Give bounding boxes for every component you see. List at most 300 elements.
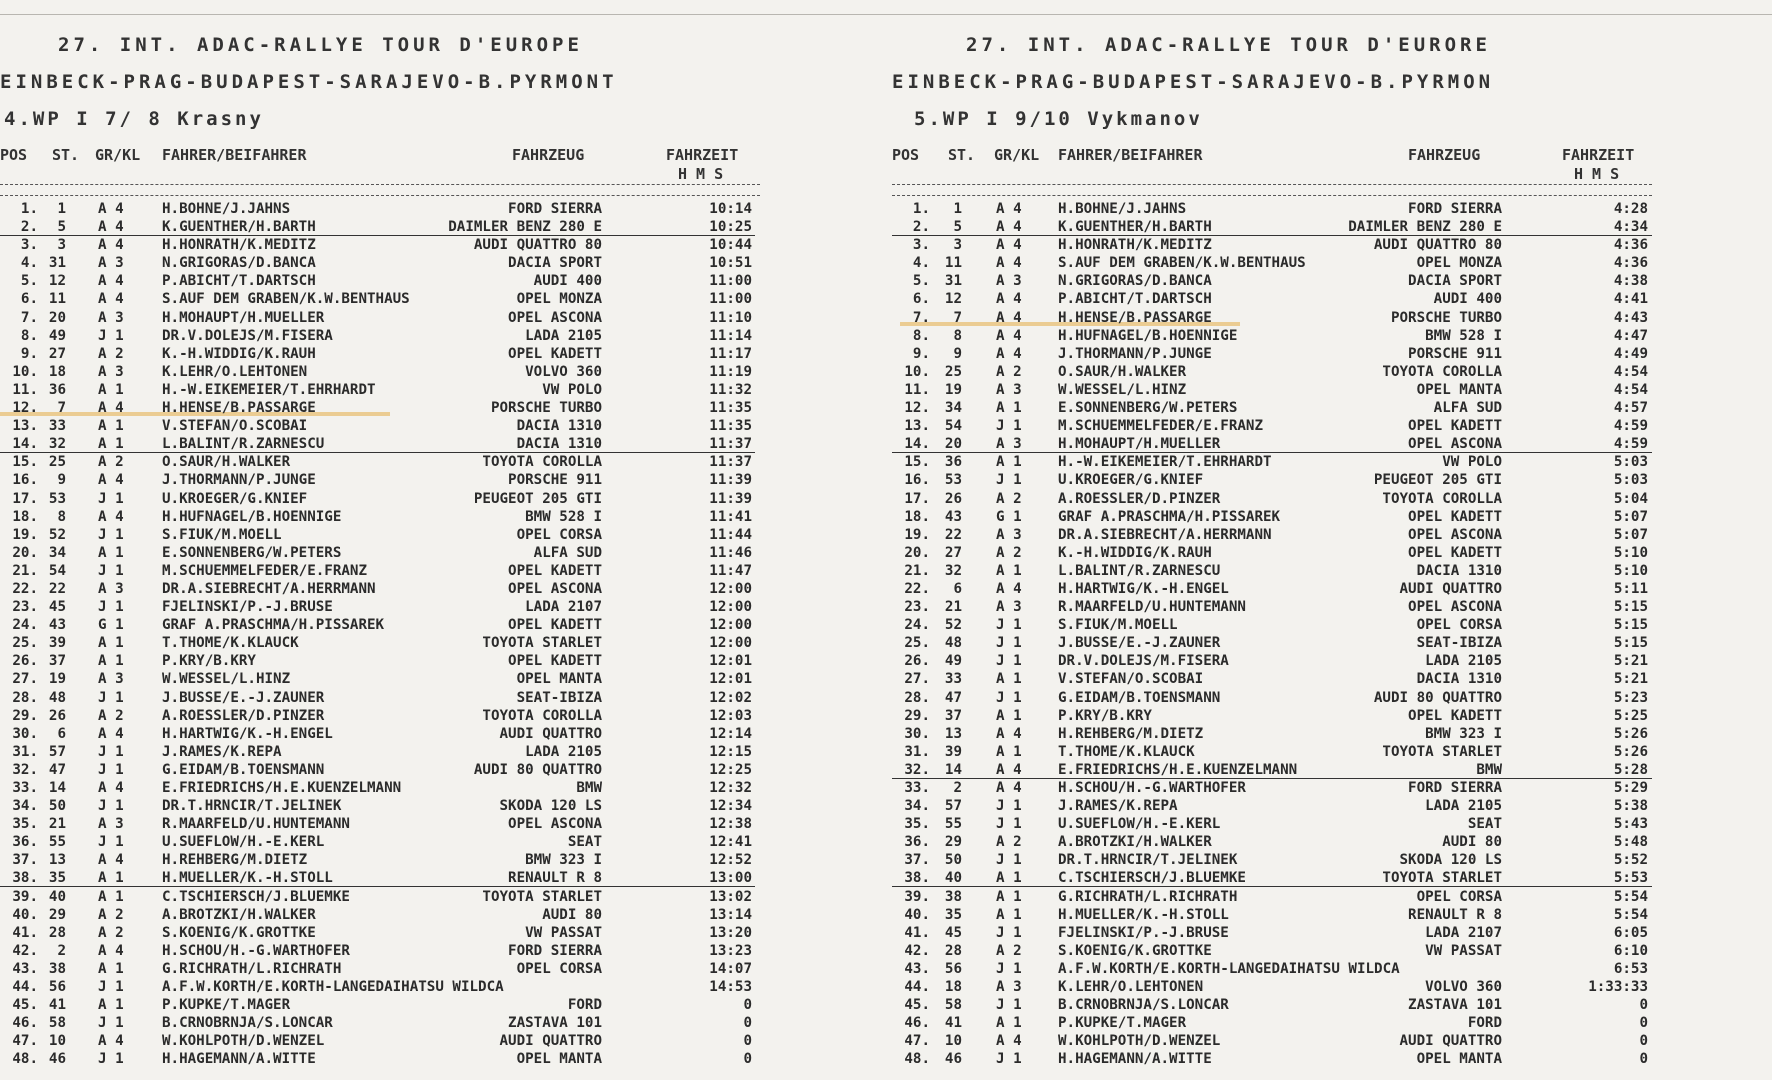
group-class-cell: J 1: [996, 960, 1022, 977]
driver-cell: N.GRIGORAS/D.BANCA: [162, 255, 316, 272]
position-cell: 35.: [12, 816, 38, 833]
driver-cell: A.ROESSLER/D.PINZER: [162, 707, 325, 724]
group-class-cell: A 3: [98, 255, 124, 272]
table-row: [0, 924, 880, 942]
table-row: [892, 363, 1772, 381]
table-row: [892, 634, 1772, 652]
position-cell: 25.: [904, 635, 930, 652]
table-row: [0, 1032, 880, 1050]
start-number-cell: 27: [944, 544, 962, 561]
table-row: [0, 490, 880, 508]
stage-heading: 4.WP I 7/ 8 Krasny: [4, 108, 264, 130]
position-cell: 2.: [20, 219, 38, 236]
driver-cell: R.MAARFELD/U.HUNTEMANN: [1058, 599, 1246, 616]
driver-cell: H.HARTWIG/K.-H.ENGEL: [162, 725, 333, 742]
table-row: [892, 327, 1772, 345]
start-number-cell: 36: [944, 454, 962, 471]
vehicle-cell: PORSCHE 911: [1408, 345, 1502, 362]
table-row: [0, 309, 880, 327]
start-number-cell: 52: [48, 526, 66, 543]
start-number-cell: 29: [48, 906, 66, 923]
group-class-cell: A 4: [996, 780, 1022, 796]
group-class-cell: J 1: [996, 689, 1022, 706]
position-cell: 33.: [904, 780, 930, 796]
time-cell: 12:00: [709, 580, 752, 597]
table-row: [892, 562, 1772, 580]
driver-cell: H.SCHOU/H.-G.WARTHOFER: [162, 942, 350, 959]
group-class-cell: A 3: [98, 816, 124, 833]
group-class-cell: A 1: [98, 997, 124, 1014]
group-class-cell: A 4: [996, 580, 1022, 597]
position-cell: 30.: [12, 725, 38, 742]
vehicle-cell: AUDI QUATTRO: [499, 725, 602, 742]
time-cell: 5:54: [1613, 906, 1648, 923]
start-number-cell: 38: [48, 960, 66, 977]
driver-cell: G.RICHRATH/L.RICHRATH: [162, 960, 342, 977]
driver-cell: K.LEHR/O.LEHTONEN: [162, 363, 308, 380]
start-number-cell: 21: [48, 816, 66, 833]
driver-cell: DR.A.SIEBRECHT/A.HERRMANN: [1058, 526, 1272, 543]
driver-cell: U.KROEGER/G.KNIEF: [1058, 472, 1204, 489]
table-row: [892, 508, 1772, 526]
driver-cell: H.HARTWIG/K.-H.ENGEL: [1058, 580, 1229, 597]
time-cell: 5:26: [1613, 725, 1648, 742]
vehicle-cell: TOYOTA COROLLA: [1382, 490, 1502, 507]
group-class-cell: A 1: [996, 743, 1022, 760]
position-cell: 43.: [12, 960, 38, 977]
table-row: [892, 1014, 1772, 1032]
group-class-cell: A 1: [996, 888, 1022, 905]
driver-cell: K.-H.WIDDIG/K.RAUH: [1058, 544, 1212, 561]
position-cell: 2.: [912, 219, 930, 236]
driver-cell: H.HONRATH/K.MEDITZ: [162, 237, 316, 254]
table-row: [892, 725, 1772, 743]
vehicle-cell: FORD SIERRA: [508, 201, 602, 217]
driver-cell: S.AUF DEM GRABEN/K.W.BENTHAUS: [1058, 255, 1306, 272]
vehicle-cell: OPEL CORSA: [1416, 888, 1502, 905]
group-class-cell: A 4: [98, 472, 124, 489]
driver-cell: C.TSCHIERSCH/J.BLUEMKE: [162, 888, 350, 905]
vehicle-cell: AUDI QUATTRO: [1399, 580, 1502, 597]
table-row: [0, 544, 880, 562]
vehicle-cell: BMW 528 I: [1425, 327, 1502, 344]
group-class-cell: A 3: [996, 599, 1022, 616]
time-cell: 11:14: [709, 327, 752, 344]
vehicle-cell: VW PASSAT: [1425, 942, 1502, 959]
driver-cell: U.SUEFLOW/H.-E.KERL: [1058, 816, 1221, 833]
start-number-cell: 19: [944, 381, 962, 398]
table-row: [0, 869, 880, 887]
position-cell: 31.: [904, 743, 930, 760]
driver-cell: H.HAGEMANN/A.WITTE: [162, 1051, 316, 1068]
driver-cell: E.SONNENBERG/W.PETERS: [162, 544, 342, 561]
position-cell: 42.: [12, 942, 38, 959]
group-class-cell: A 2: [98, 345, 124, 362]
start-number-cell: 35: [944, 906, 962, 923]
vehicle-cell: VW PASSAT: [525, 924, 602, 941]
group-class-cell: A 1: [98, 870, 124, 887]
vehicle-cell: TOYOTA COROLLA: [482, 454, 602, 471]
time-cell: 4:54: [1613, 381, 1648, 398]
col-header-grkl: GR/KL: [95, 146, 141, 164]
position-cell: 20.: [904, 544, 930, 561]
time-cell: 10:44: [709, 237, 752, 254]
start-number-cell: 26: [944, 490, 962, 507]
time-cell: 5:38: [1613, 798, 1648, 815]
table-row: [0, 779, 880, 797]
table-row: [892, 490, 1772, 508]
position-cell: 30.: [904, 725, 930, 742]
table-row: [0, 562, 880, 580]
vehicle-cell: SEAT: [1467, 816, 1502, 833]
position-cell: 9.: [912, 345, 930, 362]
position-cell: 1.: [20, 201, 38, 217]
vehicle-cell: VOLVO 360: [525, 363, 602, 380]
driver-cell: S.FIUK/M.MOELL: [162, 526, 282, 543]
vehicle-cell: FORD: [1467, 1015, 1502, 1032]
driver-cell: O.SAUR/H.WALKER: [1058, 363, 1187, 380]
start-number-cell: 1: [57, 201, 66, 217]
table-row: [892, 797, 1772, 815]
group-class-cell: A 4: [996, 237, 1022, 254]
driver-cell: H.MUELLER/K.-H.STOLL: [162, 870, 333, 887]
group-class-cell: G 1: [98, 617, 124, 634]
group-class-cell: J 1: [996, 472, 1022, 489]
driver-cell: H.-W.EIKEMEIER/T.EHRHARDT: [1058, 454, 1272, 471]
driver-cell: G.RICHRATH/L.RICHRATH: [1058, 888, 1238, 905]
start-number-cell: 48: [48, 689, 66, 706]
group-class-cell: A 4: [98, 852, 124, 869]
start-number-cell: 45: [48, 599, 66, 616]
driver-cell: E.FRIEDRICHS/H.E.KUENZELMANN: [1058, 761, 1298, 778]
group-class-cell: A 4: [98, 237, 124, 254]
group-class-cell: A 2: [996, 544, 1022, 561]
vehicle-cell: OPEL MANTA: [1416, 1051, 1502, 1068]
time-cell: 5:26: [1613, 743, 1648, 760]
table-row: [892, 906, 1772, 924]
table-row: [0, 381, 880, 399]
driver-cell: U.KROEGER/G.KNIEF: [162, 490, 308, 507]
time-cell: 4:59: [1613, 436, 1648, 453]
start-number-cell: 31: [944, 273, 962, 290]
start-number-cell: 22: [48, 580, 66, 597]
table-row: [892, 670, 1772, 688]
time-cell: 12:14: [709, 725, 752, 742]
driver-cell: J.RAMES/K.REPA: [162, 743, 282, 760]
vehicle-cell: AUDI 400: [1433, 291, 1502, 308]
driver-cell: T.THOME/K.KLAUCK: [162, 635, 299, 652]
group-class-cell: A 4: [98, 201, 124, 217]
table-row: [0, 689, 880, 707]
start-number-cell: 18: [48, 363, 66, 380]
start-number-cell: 13: [48, 852, 66, 869]
table-row: [0, 906, 880, 924]
vehicle-cell: OPEL ASCONA: [1408, 526, 1502, 543]
group-class-cell: A 4: [98, 1033, 124, 1050]
group-class-cell: J 1: [98, 743, 124, 760]
driver-cell: K.GUENTHER/H.BARTH: [1058, 219, 1212, 236]
start-number-cell: 27: [48, 345, 66, 362]
table-row: [0, 670, 880, 688]
driver-cell: FJELINSKI/P.-J.BRUSE: [1058, 924, 1229, 941]
start-number-cell: 55: [48, 834, 66, 851]
time-cell: 5:48: [1613, 834, 1648, 851]
table-row: [892, 218, 1772, 236]
group-class-cell: A 1: [98, 544, 124, 561]
group-class-cell: J 1: [996, 997, 1022, 1014]
vehicle-cell: SKODA 120 LS: [499, 798, 602, 815]
vehicle-cell: FORD SIERRA: [508, 942, 602, 959]
position-cell: 14.: [12, 436, 38, 453]
table-row: [892, 272, 1772, 290]
driver-cell: A.BROTZKI/H.WALKER: [162, 906, 316, 923]
driver-cell: H.HAGEMANN/A.WITTE: [1058, 1051, 1212, 1068]
start-number-cell: 29: [944, 834, 962, 851]
group-class-cell: A 4: [996, 291, 1022, 308]
position-cell: 29.: [12, 707, 38, 724]
table-row: [0, 725, 880, 743]
group-class-cell: J 1: [98, 979, 124, 996]
time-cell: 12:15: [709, 743, 752, 760]
vehicle-cell: AUDI 400: [533, 273, 602, 290]
vehicle-cell: OPEL KADETT: [508, 562, 602, 579]
table-row: [892, 761, 1772, 779]
position-cell: 15.: [12, 454, 38, 471]
driver-cell: N.GRIGORAS/D.BANCA: [1058, 273, 1212, 290]
group-class-cell: J 1: [98, 761, 124, 778]
time-cell: 11:37: [709, 436, 752, 453]
vehicle-cell: LADA 2107: [525, 599, 602, 616]
start-number-cell: 53: [944, 472, 962, 489]
col-header-car: FAHRZEUG: [512, 146, 585, 164]
vehicle-cell: RENAULT R 8: [1408, 906, 1502, 923]
driver-cell: C.TSCHIERSCH/J.BLUEMKE: [1058, 870, 1246, 887]
time-cell: 12:00: [709, 599, 752, 616]
position-cell: 47.: [904, 1033, 930, 1050]
start-number-cell: 20: [48, 309, 66, 326]
vehicle-cell: TOYOTA STARLET: [482, 635, 602, 652]
results-table: [0, 200, 880, 1069]
position-cell: 6.: [912, 291, 930, 308]
time-cell: 5:28: [1613, 761, 1648, 778]
position-cell: 11.: [904, 381, 930, 398]
start-number-cell: 10: [48, 1033, 66, 1050]
time-cell: 0: [743, 997, 752, 1014]
time-cell: 5:29: [1613, 780, 1648, 796]
table-row: [0, 453, 880, 471]
table-row: [892, 779, 1772, 797]
driver-cell: M.SCHUEMMELFEDER/E.FRANZ: [1058, 418, 1263, 435]
driver-cell: P.KUPKE/T.MAGER: [162, 997, 291, 1014]
time-cell: 10:51: [709, 255, 752, 272]
results-table: [892, 200, 1772, 1069]
table-row: [0, 272, 880, 290]
time-cell: 12:00: [709, 635, 752, 652]
group-class-cell: J 1: [996, 798, 1022, 815]
start-number-cell: 19: [48, 671, 66, 688]
position-cell: 37.: [12, 852, 38, 869]
start-number-cell: 53: [48, 490, 66, 507]
group-class-cell: J 1: [996, 852, 1022, 869]
time-cell: 11:35: [709, 418, 752, 435]
start-number-cell: 32: [944, 562, 962, 579]
start-number-cell: 32: [48, 436, 66, 453]
driver-cell: J.RAMES/K.REPA: [1058, 798, 1178, 815]
time-cell: 5:10: [1613, 544, 1648, 561]
driver-cell: W.KOHLPOTH/D.WENZEL: [162, 1033, 325, 1050]
stage-heading: 5.WP I 9/10 Vykmanov: [914, 108, 1203, 130]
start-number-cell: 38: [944, 888, 962, 905]
position-cell: 41.: [904, 924, 930, 941]
vehicle-cell: TOYOTA STARLET: [482, 888, 602, 905]
vehicle-cell: DACIA SPORT: [508, 255, 602, 272]
start-number-cell: 33: [48, 418, 66, 435]
table-row: [892, 236, 1772, 254]
col-header-car: FAHRZEUG: [1408, 146, 1481, 164]
driver-cell: A.ROESSLER/D.PINZER: [1058, 490, 1221, 507]
start-number-cell: 57: [944, 798, 962, 815]
time-cell: 4:28: [1613, 201, 1648, 217]
table-row: [0, 399, 880, 417]
vehicle-cell: BMW: [1476, 761, 1502, 778]
position-cell: 21.: [12, 562, 38, 579]
table-row: [892, 851, 1772, 869]
time-cell: 5:11: [1613, 580, 1648, 597]
position-cell: 11.: [12, 381, 38, 398]
table-row: [0, 290, 880, 308]
driver-cell: H.HONRATH/K.MEDITZ: [1058, 237, 1212, 254]
table-row: [0, 833, 880, 851]
table-row: [892, 471, 1772, 489]
position-cell: 24.: [12, 617, 38, 634]
time-cell: 11:10: [709, 309, 752, 326]
table-row: [892, 833, 1772, 851]
table-row: [0, 200, 880, 218]
time-cell: 5:54: [1613, 888, 1648, 905]
table-row: [892, 435, 1772, 453]
position-cell: 34.: [904, 798, 930, 815]
start-number-cell: 47: [48, 761, 66, 778]
header-rule: [892, 184, 1652, 185]
driver-cell: H.REHBERG/M.DIETZ: [1058, 725, 1204, 742]
vehicle-cell: AUDI QUATTRO 80: [1373, 237, 1502, 254]
start-number-cell: 7: [953, 309, 962, 326]
position-cell: 17.: [12, 490, 38, 507]
driver-cell: W.KOHLPOTH/D.WENZEL: [1058, 1033, 1221, 1050]
vehicle-cell: OPEL ASCONA: [508, 580, 602, 597]
vehicle-cell: LADA 2105: [1425, 653, 1502, 670]
rally-title: 27. INT. ADAC-RALLYE TOUR D'EUROPE: [58, 34, 583, 56]
position-cell: 36.: [904, 834, 930, 851]
time-cell: 12:38: [709, 816, 752, 833]
driver-cell: J.BUSSE/E.-J.ZAUNER: [1058, 635, 1221, 652]
driver-cell: E.FRIEDRICHS/H.E.KUENZELMANN: [162, 780, 402, 796]
table-row: [0, 978, 880, 996]
position-cell: 26.: [904, 653, 930, 670]
time-cell: 12:41: [709, 834, 752, 851]
time-cell: 13:14: [709, 906, 752, 923]
vehicle-cell: OPEL ASCONA: [508, 816, 602, 833]
vehicle-cell: BMW: [576, 780, 602, 796]
driver-cell: V.STEFAN/O.SCOBAI: [1058, 671, 1204, 688]
group-class-cell: A 1: [98, 418, 124, 435]
position-cell: 18.: [12, 508, 38, 525]
position-cell: 38.: [904, 870, 930, 887]
group-class-cell: J 1: [996, 617, 1022, 634]
vehicle-cell: LADA 2107: [1425, 924, 1502, 941]
group-class-cell: A 2: [996, 834, 1022, 851]
driver-cell: P.ABICHT/T.DARTSCH: [1058, 291, 1212, 308]
position-cell: 20.: [12, 544, 38, 561]
driver-cell: H.HUFNAGEL/B.HOENNIGE: [162, 508, 342, 525]
table-row: [0, 634, 880, 652]
position-cell: 8.: [20, 327, 38, 344]
time-cell: 13:02: [709, 888, 752, 905]
group-class-cell: A 2: [98, 454, 124, 471]
start-number-cell: 2: [953, 780, 962, 796]
time-cell: 6:05: [1613, 924, 1648, 941]
time-cell: 12:32: [709, 780, 752, 796]
group-class-cell: A 1: [996, 870, 1022, 887]
time-cell: 5:15: [1613, 617, 1648, 634]
group-class-cell: J 1: [98, 599, 124, 616]
position-cell: 28.: [904, 689, 930, 706]
table-row: [0, 254, 880, 272]
vehicle-cell: SEAT-IBIZA: [516, 689, 602, 706]
group-class-cell: J 1: [996, 924, 1022, 941]
stage-5-results: [892, 0, 1772, 1080]
group-class-cell: J 1: [98, 834, 124, 851]
table-row: [0, 707, 880, 725]
table-row: [0, 218, 880, 236]
driver-cell: H.MOHAUPT/H.MUELLER: [1058, 436, 1221, 453]
position-cell: 40.: [904, 906, 930, 923]
vehicle-cell: OPEL KADETT: [508, 617, 602, 634]
time-cell: 6:53: [1613, 960, 1648, 977]
header-rule-2: [0, 195, 760, 196]
start-number-cell: 52: [944, 617, 962, 634]
position-cell: 4.: [912, 255, 930, 272]
table-row: [892, 815, 1772, 833]
time-cell: 12:25: [709, 761, 752, 778]
driver-cell: A.BROTZKI/H.WALKER: [1058, 834, 1212, 851]
time-cell: 0: [1639, 1015, 1648, 1032]
col-header-pos: POS: [0, 146, 28, 164]
vehicle-cell: AUDI 80: [1442, 834, 1502, 851]
time-cell: 12:02: [709, 689, 752, 706]
vehicle-cell: OPEL ASCONA: [1408, 436, 1502, 453]
time-cell: 4:54: [1613, 363, 1648, 380]
group-class-cell: A 1: [98, 436, 124, 453]
table-row: [892, 616, 1772, 634]
start-number-cell: 43: [944, 508, 962, 525]
group-class-cell: A 1: [996, 707, 1022, 724]
group-class-cell: A 1: [98, 635, 124, 652]
col-header-hms: H M S: [1574, 165, 1620, 183]
position-cell: 12.: [904, 400, 930, 417]
start-number-cell: 2: [57, 942, 66, 959]
rally-title: 27. INT. ADAC-RALLYE TOUR D'EURORE: [966, 34, 1491, 56]
driver-cell: H.MOHAUPT/H.MUELLER: [162, 309, 325, 326]
position-cell: 45.: [12, 997, 38, 1014]
vehicle-cell: DACIA 1310: [516, 436, 602, 453]
position-cell: 45.: [904, 997, 930, 1014]
driver-cell: H.MUELLER/K.-H.STOLL: [1058, 906, 1229, 923]
group-class-cell: A 4: [98, 725, 124, 742]
group-class-cell: A 4: [996, 761, 1022, 778]
group-class-cell: J 1: [996, 653, 1022, 670]
start-number-cell: 34: [48, 544, 66, 561]
